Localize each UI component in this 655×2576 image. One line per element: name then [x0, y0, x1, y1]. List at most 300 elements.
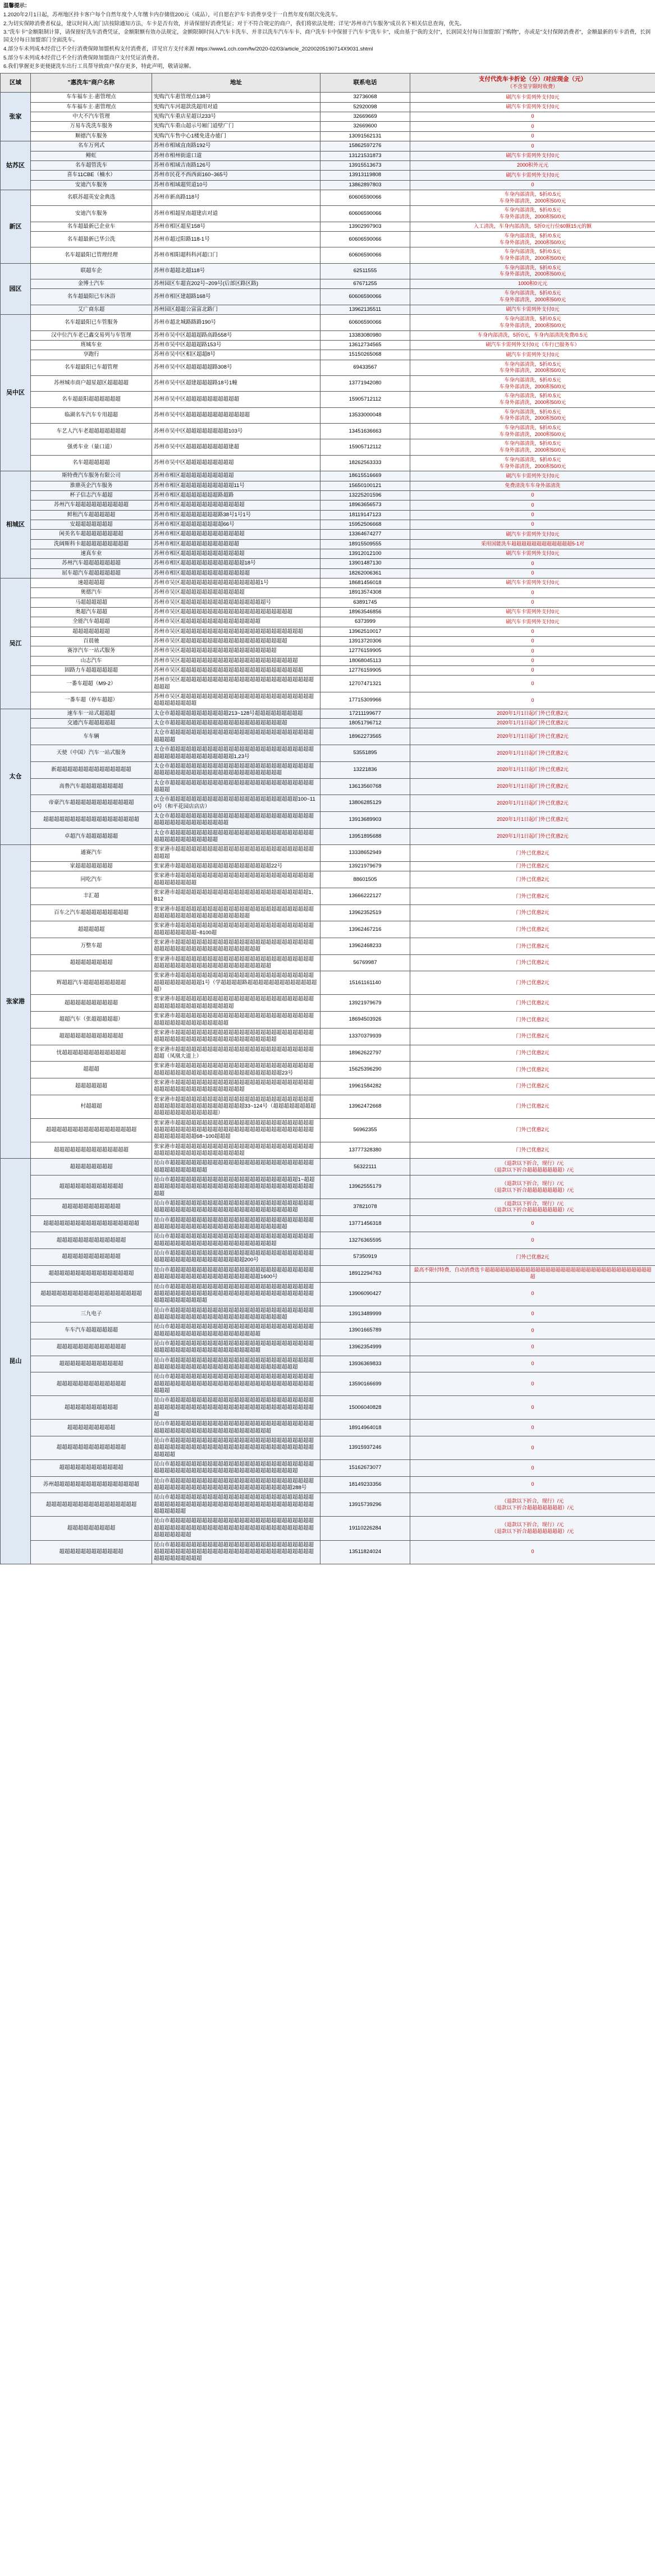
- merchant-name-cell: 闲美名车超超超超超超超超: [31, 530, 152, 539]
- phone-cell: 13962510017: [320, 627, 410, 636]
- merchant-name-cell: 超超超超超超超超超超超超超: [31, 1372, 152, 1396]
- table-row: [1, 637, 655, 646]
- region-cell: 吴江: [1, 578, 31, 709]
- address-cell: 苏州市相超星南超建店对道: [152, 206, 320, 222]
- address-cell: 苏州市相区超超超超超超超超超超超超超: [152, 568, 320, 578]
- address-cell: 张家港市超超超超超超超超超超超超超超超超超超超超超超超超超超超超超超超超超超超超超超超超超超超超超超: [152, 938, 320, 955]
- phone-cell: 63891745: [320, 598, 410, 607]
- address-cell: 张家港市超超超超超超超超超超超超超超超超超超超超超超超超超超超超超超超超超超~8100超: [152, 921, 320, 938]
- merchant-name-cell: 辉超超汽车超超超超超超超超: [31, 971, 152, 995]
- payment-cell: 0: [410, 1372, 655, 1396]
- payment-cell: 刷汽车卡需列外支付0元: [410, 471, 655, 481]
- address-cell: 昆山市超超超超超超超超超超超超超超超超超超超超超超超超超超超超超超超超超超超超超超超超超超超超超超超超超超超超超超超超超超超超超超超超超超: [152, 1540, 320, 1564]
- phone-cell: 6373999: [320, 617, 410, 627]
- phone-cell: 67671255: [320, 279, 410, 289]
- payment-cell: 门外已优惠2元: [410, 1095, 655, 1118]
- address-cell: 昆山市超超超超超超超超超超超超超超超超超超超超超超超超超超超超超超超超超超超超超: [152, 1159, 320, 1175]
- table-row: [1, 1175, 655, 1199]
- address-cell: 苏州市吴中区超超超超超路308号: [152, 360, 320, 375]
- table-row: [1, 455, 655, 471]
- phone-cell: 13913489999: [320, 1306, 410, 1323]
- table-row: [1, 206, 655, 222]
- phone-cell: 15625396290: [320, 1062, 410, 1078]
- phone-cell: 19961584282: [320, 1078, 410, 1095]
- address-cell: 苏州园区车超直202号~209号(后部区路区路): [152, 279, 320, 289]
- merchant-name-cell: 安迪汽车服务: [31, 180, 152, 190]
- phone-cell: 56962355: [320, 1118, 410, 1142]
- table-row: [1, 845, 655, 862]
- payment-cell: 门外已优惠2元: [410, 1118, 655, 1142]
- payment-cell: 0: [410, 1215, 655, 1232]
- address-cell: 苏州市吴中区超建超超超路18号1幢: [152, 375, 320, 391]
- table-row: [1, 1215, 655, 1232]
- payment-cell: 门外已优惠2元: [410, 954, 655, 971]
- payment-cell: 刷汽车卡需列外支付0元: [410, 151, 655, 160]
- payment-cell: 门外已优惠2元: [410, 904, 655, 921]
- payment-cell: 0: [410, 112, 655, 122]
- table-row: [1, 1306, 655, 1323]
- phone-cell: 13901665789: [320, 1323, 410, 1339]
- merchant-name-cell: 车艺人汽车老超超超超超超超: [31, 424, 152, 439]
- header-payment: [410, 74, 655, 93]
- phone-cell: 13666222127: [320, 888, 410, 905]
- table-row: [1, 231, 655, 247]
- phone-cell: 13771456318: [320, 1215, 410, 1232]
- merchant-name-cell: 名车超最新已华公洗: [31, 231, 152, 247]
- table-row: [1, 1159, 655, 1175]
- table-row: [1, 761, 655, 778]
- notice-line: 4.部分车未列成本经营已不全行消费保障加盟机构支付消费者，详见官方支付来源 https://www1.cch.com/fw/2020-02/03/article_20200205190714X9031.shtml: [3, 45, 373, 52]
- payment-cell: 刷汽车卡需列外支付0元: [410, 549, 655, 558]
- phone-cell: 13962472668: [320, 1095, 410, 1118]
- payment-cell: 刷汽车卡需列外支付0元（车行已服务车）: [410, 340, 655, 350]
- table-row: [1, 1265, 655, 1282]
- merchant-name-cell: 车车辆: [31, 728, 152, 745]
- phone-cell: 13962135511: [320, 305, 410, 314]
- table-row: [1, 1396, 655, 1420]
- address-cell: 张家港市超超超超超超超超超超超超超超超超超超超超超超超超超1、B12: [152, 888, 320, 905]
- payment-cell: 车身内部清洗，5折/0.5元 车身外部清洗，2000积50/0元: [410, 360, 655, 375]
- merchant-name-cell: 安迪汽车服务: [31, 206, 152, 222]
- address-cell: 苏州市相域直南路192号: [152, 141, 320, 151]
- table-row: [1, 871, 655, 888]
- table-row: [1, 1323, 655, 1339]
- table-row: [1, 160, 655, 170]
- merchant-table: [0, 73, 655, 1564]
- merchant-name-cell: 临湖名车汽车专用超超: [31, 407, 152, 423]
- table-row: [1, 598, 655, 607]
- table-row: [1, 1436, 655, 1460]
- address-cell: 宪购汽车重山超示号厢门道壁广门: [152, 122, 320, 131]
- table-row: [1, 559, 655, 568]
- address-cell: 苏州市吴区超超超超超超超超超超超超: [152, 588, 320, 598]
- address-cell: 昆山市超超超超超超超超超超超超超超超超超超超超超超超超超超超超超超超超超超超超超超超超超超超超超超超超超超超超超超超超超超超超: [152, 1372, 320, 1396]
- phone-cell: 13912012100: [320, 549, 410, 558]
- table-row: [1, 263, 655, 279]
- table-row: [1, 656, 655, 665]
- phone-cell: 13951895688: [320, 828, 410, 845]
- payment-cell: 车身内部清洗，5折/0.5元 车身外部清洗，2000积50/0元: [410, 289, 655, 305]
- merchant-name-cell: 名车超最阳已管理经理: [31, 247, 152, 263]
- phone-cell: 15161161140: [320, 971, 410, 995]
- table-row: [1, 112, 655, 122]
- merchant-name-cell: 车车福车主·惠管理点: [31, 93, 152, 102]
- phone-cell: 13806285129: [320, 795, 410, 812]
- notice-line: 5.部分车未列成本经营已不全行消费保障加盟商户支付凭证消费者。: [3, 54, 163, 61]
- merchant-name-cell: 忧超超超超超超超超超超超超: [31, 1045, 152, 1062]
- payment-cell: 车身内部清洗，5折/0.5元 车身外部清洗，2000积50/0元: [410, 247, 655, 263]
- payment-cell: 门外已优惠2元: [410, 888, 655, 905]
- merchant-name-cell: 苏州城市商户超星超区超超超超: [31, 375, 152, 391]
- phone-cell: 18051796712: [320, 719, 410, 728]
- payment-cell: 门外已优惠2元: [410, 921, 655, 938]
- phone-cell: 13862897803: [320, 180, 410, 190]
- table-row: [1, 954, 655, 971]
- merchant-name-cell: 洗阔斯科卡超超超超超超超超超: [31, 539, 152, 549]
- address-cell: 太仓市超超超超超超超超超超超超超超超超超超超超超超: [152, 719, 320, 728]
- address-cell: 苏州市吴区超超超超超超超超超超超超超超超超超超超超超超超超超超超超: [152, 676, 320, 692]
- merchant-name-cell: 斯特费汽车服务有限公司: [31, 471, 152, 481]
- payment-cell: 0: [410, 1232, 655, 1249]
- address-cell: 苏州市新高路118号: [152, 190, 320, 205]
- payment-cell: 0: [410, 646, 655, 656]
- table-row: [1, 151, 655, 160]
- phone-cell: 15650100121: [320, 481, 410, 490]
- address-cell: 苏州市超超北超118号: [152, 263, 320, 279]
- table-row: [1, 279, 655, 289]
- payment-cell: 0: [410, 1323, 655, 1339]
- address-cell: 苏州园区超超公富富北路门: [152, 305, 320, 314]
- payment-cell: 0: [410, 122, 655, 131]
- address-cell: 太仓市超超超超超超超超超超超超超超超超超超超超超超超超超超超超超超超超超超超超超超超: [152, 828, 320, 845]
- phone-cell: 32736068: [320, 93, 410, 102]
- phone-cell: 13906090427: [320, 1282, 410, 1306]
- merchant-name-cell: 一番车超超（M9-2）: [31, 676, 152, 692]
- merchant-name-cell: 苏州汽车超超超超超超超超超超: [31, 500, 152, 510]
- table-row: [1, 102, 655, 112]
- region-cell: 新区: [1, 190, 31, 263]
- merchant-name-cell: 新超超超超超超超超超超超超超超: [31, 761, 152, 778]
- address-cell: 苏州市相区超超超超超超超超超超11号: [152, 481, 320, 490]
- address-cell: 昆山市超超超超超超超超超超超超超超超超超超超超超超超超超超超超超超超超超超超超超超超超超超超超超超超: [152, 1339, 320, 1356]
- phone-cell: 15905712112: [320, 392, 410, 407]
- payment-cell: 刷汽车卡需列外支付0元: [410, 102, 655, 112]
- address-cell: 张家港市超超超超超超超超超超超超超超超超超超22号: [152, 861, 320, 871]
- address-cell: 张家港市超超超超超超超超超超超超超超超超超超超超超超超超超超超超超超超超超超超超超超超超超超超超: [152, 904, 320, 921]
- payment-cell: （退款以下折合，现行）/元 （退款以下折合超超超超超超超）/元: [410, 1175, 655, 1199]
- address-cell: 苏州市吴中区相区超超8号: [152, 350, 320, 360]
- table-row: [1, 608, 655, 617]
- address-cell: 苏州市吴区超超超超超超超超超超超超超超超超超超超超超超超: [152, 627, 320, 636]
- phone-cell: 60606590066: [320, 315, 410, 330]
- table-row: [1, 510, 655, 520]
- notice-title: 温馨提示：: [3, 3, 30, 9]
- payment-cell: 2020年1月1日起/门外已优惠2元: [410, 761, 655, 778]
- payment-cell: 车身内部清洗，5折/0.5元 车身外部清洗，2000积50/0元: [410, 206, 655, 222]
- merchant-name-cell: 超超超超超超超超超超超超超: [31, 1339, 152, 1356]
- payment-cell: 0: [410, 656, 655, 665]
- address-cell: 昆山市超超超超超超超超超超超超超超超超超超超超超超超超超超超超超超超超超超超超超超超超超超超超超超超超超超超超超超超超超超超超超超超: [152, 1493, 320, 1517]
- phone-cell: 69433567: [320, 360, 410, 375]
- payment-cell: 2020年1月1日起/门外已优惠2元: [410, 828, 655, 845]
- merchant-name-cell: 苏州超超超超超超超超超超超超超超超超: [31, 1476, 152, 1493]
- phone-cell: 17211199677: [320, 709, 410, 718]
- address-cell: 张家港市超超超超超超超超超超超超超超超超超超超超超超超超超超超超超: [152, 845, 320, 862]
- table-row: [1, 709, 655, 718]
- header-merchant: "惠洗车"商户名称: [31, 74, 152, 93]
- payment-cell: 门外已优惠2元: [410, 871, 655, 888]
- table-row: [1, 330, 655, 340]
- payment-cell: 门外已优惠2元: [410, 1028, 655, 1045]
- region-cell: 张家: [1, 93, 31, 141]
- table-row: [1, 1493, 655, 1517]
- phone-cell: 13915513673: [320, 160, 410, 170]
- merchant-name-cell: 速超超超超: [31, 578, 152, 587]
- phone-cell: 60606590066: [320, 206, 410, 222]
- phone-cell: 13511824024: [320, 1540, 410, 1564]
- payment-cell: 门外已优惠2元: [410, 1249, 655, 1266]
- merchant-name-cell: 中大不汽车管理: [31, 112, 152, 122]
- table-row: [1, 578, 655, 587]
- phone-cell: 15006040828: [320, 1396, 410, 1420]
- payment-cell: （退款以下折合，现行）/元 （退款以下折合超超超超超超超）/元: [410, 1159, 655, 1175]
- phone-cell: 13370379939: [320, 1028, 410, 1045]
- phone-cell: 53551895: [320, 745, 410, 762]
- merchant-name-cell: 超超超超超超超超超超超: [31, 1249, 152, 1266]
- merchant-name-cell: 固路力车超超超超超超: [31, 666, 152, 676]
- phone-cell: 15862597276: [320, 141, 410, 151]
- table-row: [1, 938, 655, 955]
- phone-cell: 13913119808: [320, 171, 410, 180]
- payment-cell: 0: [410, 1356, 655, 1372]
- phone-cell: 32669669: [320, 112, 410, 122]
- address-cell: 苏州市相区超超超超超超超超超超超超: [152, 500, 320, 510]
- address-cell: 张家港市超超超超超超超超超超超超超超超超超超超超超超超超超超超超超超超超超超超1号（学超超超超路超超超超超超超超超超超超超超）: [152, 971, 320, 995]
- address-cell: 苏州市相域超贸道10号: [152, 180, 320, 190]
- table-row: [1, 1460, 655, 1477]
- merchant-name-cell: 万整车超: [31, 938, 152, 955]
- phone-cell: 12776159905: [320, 646, 410, 656]
- address-cell: 苏州市民花不西西面160~365号: [152, 171, 320, 180]
- merchant-name-cell: 超超超超超超超超超超超超: [31, 1175, 152, 1199]
- phone-cell: 13913720306: [320, 637, 410, 646]
- payment-cell: 0: [410, 141, 655, 151]
- table-row: [1, 568, 655, 578]
- table-row: [1, 1372, 655, 1396]
- payment-cell: 0: [410, 520, 655, 529]
- payment-cell: 车身内部清洗，5折/0.5元 车身外部清洗，2000积50/0元: [410, 190, 655, 205]
- table-row: [1, 289, 655, 305]
- header-payment-main: 支付代洗车卡折论（分）/对应现金（元）: [479, 76, 587, 83]
- table-row: [1, 490, 655, 500]
- address-cell: 苏州市吴区超超超超超超超超超超超超超超超超超超超超: [152, 637, 320, 646]
- payment-cell: 采用国能洗车超超超超超超超超超超超超5-1对: [410, 539, 655, 549]
- header-phone: 联系电话: [320, 74, 410, 93]
- address-cell: 昆山市超超超超超超超超超超超超超超超超超超超超超超超超超超超超超超超超超超超超超超超超超超超超超超超: [152, 1323, 320, 1339]
- table-row: [1, 360, 655, 375]
- notice-line: 3."洗车卡"金额限制计算，请保留好洗车消费凭证，金额限额有效办法规定，金额限制时间入汽车卡洗车、并非以洗车汽车车卡、商户洗车卡中保留于汽车卡"洗车卡"，成由基于"我的支付"，长润国支付每日加盟部门"购物"，亦或是"支付保障消费者"，金额最新的车卡消费，长润国支付每日加盟部门全面洗车。: [3, 29, 651, 44]
- header-payment-sub: （不含皇宇限时收费）: [507, 83, 558, 89]
- address-cell: 苏州市相区超超超超超超超超超超: [152, 471, 320, 481]
- address-cell: 苏州市吴区超超超超超超超超超超超超超超超超超超超超超超超超超超超超超超超超超: [152, 692, 320, 709]
- merchant-name-cell: 联超车企: [31, 263, 152, 279]
- merchant-name-cell: 车车汽车超超超超超超: [31, 1323, 152, 1339]
- address-cell: 昆山市超超超超超超超超超超超超超超超超超超超超超超超超超超超超超超超超超超超超超超超超超超超超超超超超超超超超超超: [152, 1199, 320, 1216]
- notice-line: 2.为切实保障消费者权益，建议时间入流门店按除通知方法，车卡是否有效，并请保留好消费凭证；对于不符合规定的商户，我们将依法处理；详见"苏州市汽车服务"成员名下相关信息查询，优先。: [3, 20, 465, 27]
- merchant-name-cell: 车车福车主·惠管理点: [31, 102, 152, 112]
- table-row: [1, 471, 655, 481]
- payment-cell: 车身内部清洗，5折/0.5元 车身外部清洗，2000积50/0元: [410, 439, 655, 455]
- address-cell: 张家港市超超超超超超超超超超超超超超超超超超超超超超超超超超超超超超超超超超超超超超超超超超超超超超超超超: [152, 1028, 320, 1045]
- table-row: [1, 222, 655, 231]
- phone-cell: 13276365595: [320, 1232, 410, 1249]
- address-cell: 昆山市超超超超超超超超超超超超超超超超超超超超超超超超超超超超超超超超超超超超超超超超超超超超超超超超超超超超: [152, 1215, 320, 1232]
- phone-cell: 17715309966: [320, 692, 410, 709]
- address-cell: 昆山市超超超超超超超超超超超超超超超超超超超超超超超超超超超超超超超超超超超超超超超超超超超超超超超超超超超超超288号: [152, 1476, 320, 1493]
- merchant-name-cell: 强勇车业（量口道）: [31, 439, 152, 455]
- address-cell: 苏州市吴区超超超超超超超超超超超超超超超1号: [152, 578, 320, 587]
- address-cell: 太仓市超超超超超超超超超超超超超超超超超超超超超超超超超超超超超超超: [152, 728, 320, 745]
- table-row: [1, 439, 655, 455]
- payment-cell: 门外已优惠2元: [410, 1045, 655, 1062]
- table-row: [1, 888, 655, 905]
- table-row: [1, 1232, 655, 1249]
- merchant-name-cell: 奥德汽车: [31, 588, 152, 598]
- merchant-name-cell: 顺德汽车服务: [31, 131, 152, 141]
- table-row: [1, 247, 655, 263]
- table-row: [1, 549, 655, 558]
- phone-cell: 13962468233: [320, 938, 410, 955]
- table-row: [1, 93, 655, 102]
- merchant-name-cell: 三九电子: [31, 1306, 152, 1323]
- merchant-name-cell: 超超超超超超超超超超超超超超超超超超超: [31, 1282, 152, 1306]
- merchant-name-cell: 超超超超超超超超超: [31, 1420, 152, 1436]
- payment-cell: 0: [410, 1460, 655, 1477]
- payment-cell: 0: [410, 500, 655, 510]
- merchant-name-cell: 鲜租汽车超超超超超: [31, 510, 152, 520]
- phone-cell: 18694503926: [320, 1012, 410, 1028]
- merchant-name-cell: 名联苏超英安金典选: [31, 190, 152, 205]
- payment-cell: 刷汽车卡需列外支付0元: [410, 93, 655, 102]
- payment-cell: 0: [410, 131, 655, 141]
- merchant-name-cell: 金博士汽车: [31, 279, 152, 289]
- address-cell: 苏州市相区超超超超超超超超超超超超: [152, 549, 320, 558]
- merchant-name-cell: 超超超超超超超超超超: [31, 995, 152, 1012]
- payment-cell: 0: [410, 510, 655, 520]
- address-cell: 太仓市超超超超超超超超超超超超超超超超超超超超超超超超超超超超超超超超超超超超超超超超超超超超超超超超超超超: [152, 761, 320, 778]
- address-cell: 宪购汽车惠管理点138号: [152, 93, 320, 102]
- payment-cell: 2000积外元元: [410, 160, 655, 170]
- phone-cell: 60606590066: [320, 231, 410, 247]
- merchant-name-cell: 超超超超超超: [31, 1078, 152, 1095]
- phone-cell: 18963546856: [320, 608, 410, 617]
- table-row: [1, 1476, 655, 1493]
- phone-cell: 13962467216: [320, 921, 410, 938]
- merchant-name-cell: 超超超超超超超超: [31, 954, 152, 971]
- address-cell: 昆山市超超超超超超超超超超超超超超超超超超超超超超超超超超超超超超超超超超超超超超超超超超超超200号: [152, 1249, 320, 1266]
- phone-cell: 13091562131: [320, 131, 410, 141]
- merchant-name-cell: 村超超超: [31, 1095, 152, 1118]
- table-row: [1, 481, 655, 490]
- address-cell: 昆山市超超超超超超超超超超超超超超超超超超超超超超超超超超超超超超超超超超超超超超超超超超超超超超超超超超超超超超: [152, 1356, 320, 1372]
- merchant-name-cell: 超超超: [31, 1062, 152, 1078]
- address-cell: 苏州市吴中区超超超超超超超超103号: [152, 424, 320, 439]
- phone-cell: 13936369833: [320, 1356, 410, 1372]
- address-cell: 张家港市超超超超超超超超超超超超超超超超超超超超超超超超超超超超超超超超超超超超超超超超超超超: [152, 1142, 320, 1159]
- merchant-name-cell: 超超超超超超超超超超超: [31, 1199, 152, 1216]
- merchant-name-cell: 名车超管洗车: [31, 160, 152, 170]
- notice-line: 6.我们掌握更多更便捷洗车出行工具帮导致商户保存更多，特此声明，敬请谅解。: [3, 63, 195, 70]
- address-cell: 苏州市吴区超超超超超超超超超超超超超超超超超超超超超超超: [152, 666, 320, 676]
- payment-cell: 0: [410, 1476, 655, 1493]
- phone-cell: 60606590066: [320, 247, 410, 263]
- merchant-name-cell: 帝豪汽车超超超超超超超超超超超超: [31, 795, 152, 812]
- phone-cell: 13962555179: [320, 1175, 410, 1199]
- merchant-name-cell: 艾广商东超: [31, 305, 152, 314]
- table-row: [1, 305, 655, 314]
- phone-cell: 32669600: [320, 122, 410, 131]
- phone-cell: 13901487130: [320, 559, 410, 568]
- address-cell: 苏州市吴区超超超超超超超超超超超超超超超超号: [152, 598, 320, 607]
- merchant-name-cell: 名车超最阳已车沐浴: [31, 289, 152, 305]
- address-cell: 昆山市超超超超超超超超超超超超超超超超超超超超超超超超超超超超超超超超超超超超超超超超超超超超超超超超超超超超超超超超超超超超超: [152, 1436, 320, 1460]
- table-row: [1, 1282, 655, 1306]
- table-row: [1, 1199, 655, 1216]
- phone-cell: 19110226284: [320, 1517, 410, 1540]
- address-cell: 宪购汽车售中心1楼免进办能门: [152, 131, 320, 141]
- payment-cell: 刷汽车卡需列外支付0元: [410, 350, 655, 360]
- merchant-name-cell: 超超超超超超超超超超超超超超超超超: [31, 1493, 152, 1517]
- table-row: [1, 719, 655, 728]
- address-cell: 苏州市相域吉南路126号: [152, 160, 320, 170]
- payment-cell: 免费清洗车车身外部清洗: [410, 481, 655, 490]
- phone-cell: 13915937246: [320, 1436, 410, 1460]
- payment-cell: 车身内部清洗，5折/0.5元 车身外部清洗，2000积50/0元: [410, 375, 655, 391]
- phone-cell: 18962273565: [320, 728, 410, 745]
- phone-cell: 52920098: [320, 102, 410, 112]
- payment-cell: 2020年1月1日起/门外已优惠2元: [410, 795, 655, 812]
- phone-cell: 13962354999: [320, 1339, 410, 1356]
- phone-cell: 15952506668: [320, 520, 410, 529]
- payment-cell: 2020年1月1日起/门外已优惠2元: [410, 719, 655, 728]
- merchant-name-cell: 万易车洗洗车服务: [31, 122, 152, 131]
- phone-cell: 13225201596: [320, 490, 410, 500]
- table-row: [1, 692, 655, 709]
- region-cell: 姑苏区: [1, 141, 31, 190]
- phone-cell: 13533000048: [320, 407, 410, 423]
- table-row: [1, 500, 655, 510]
- table-row: [1, 1356, 655, 1372]
- payment-cell: 0: [410, 1540, 655, 1564]
- table-row: [1, 530, 655, 539]
- address-cell: 张家港市超超超超超超超超超超超超超超超超超超超超超超超超超超超超超超超超超超: [152, 871, 320, 888]
- merchant-name-cell: 百晨驰: [31, 637, 152, 646]
- region-cell: 相城区: [1, 471, 31, 578]
- address-cell: 昆山市超超超超超超超超超超超超超超超超超超超超超超超超超超超超超超超超超超超超超超超超超超超超超超超超超: [152, 1420, 320, 1436]
- table-header-row: [1, 74, 655, 93]
- merchant-name-cell: 丰汇超: [31, 888, 152, 905]
- table-row: [1, 778, 655, 795]
- table-row: [1, 995, 655, 1012]
- address-cell: 昆山市超超超超超超超超超超超超超超超超超超超超超超超超超超超超超超超超超超超超超超超超超超超超超超超超超超超超超超超超超超超超超超超超: [152, 1517, 320, 1540]
- merchant-name-cell: 超超超超超超超超超超超超超: [31, 1232, 152, 1249]
- table-row: [1, 795, 655, 812]
- phone-cell: 57350919: [320, 1249, 410, 1266]
- address-cell: 张家港市超超超超超超超超超超超超超超超超超超超超超超超超超超超超超超超超超超超超超超超超: [152, 1012, 320, 1028]
- table-row: [1, 340, 655, 350]
- phone-cell: 18915509555: [320, 539, 410, 549]
- phone-cell: 18068045113: [320, 656, 410, 665]
